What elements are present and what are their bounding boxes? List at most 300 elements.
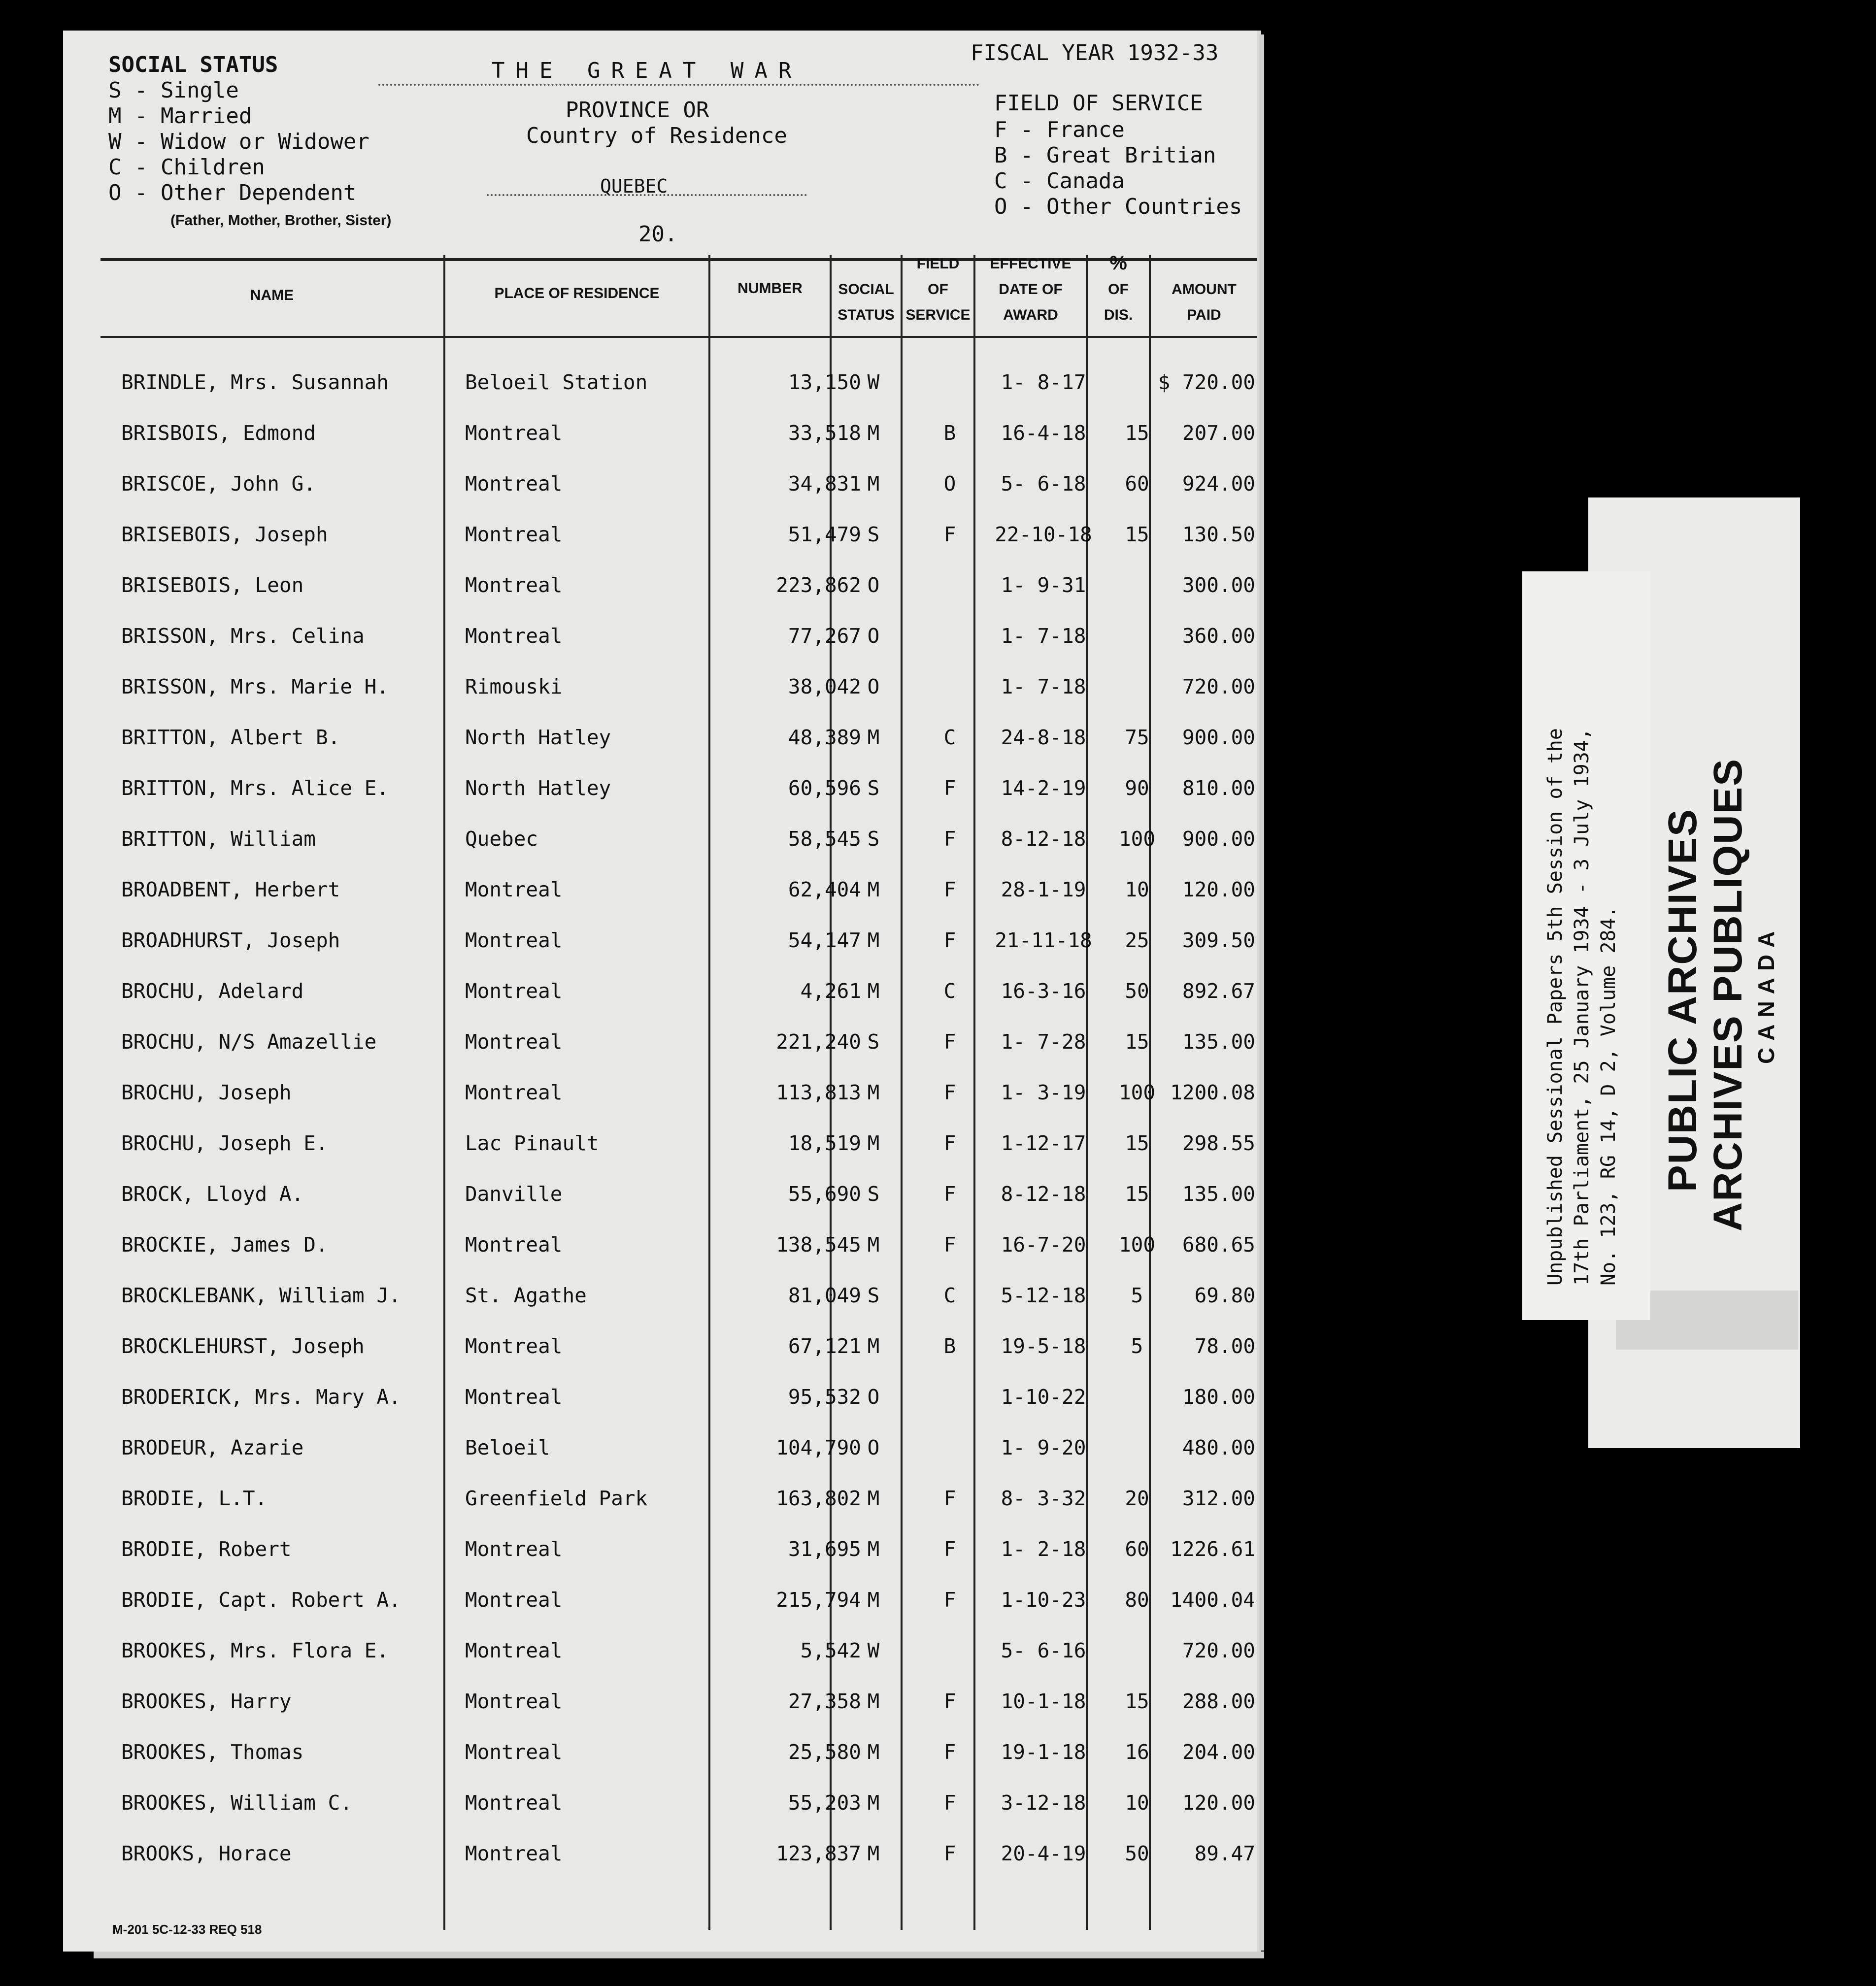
table-row: [63, 1436, 1257, 1487]
row-number: 55,690: [788, 1182, 861, 1206]
row-number: 25,580: [788, 1740, 861, 1764]
column-header-field: OF: [928, 281, 948, 298]
row-percent-disability: 15: [1125, 1030, 1149, 1054]
row-social-status: S: [867, 523, 880, 546]
row-percent-disability: 60: [1125, 1537, 1149, 1561]
row-amount-paid: 1200.08: [1170, 1081, 1255, 1104]
column-header-field: FIELD: [916, 256, 960, 272]
row-amount-paid: 309.50: [1182, 928, 1255, 952]
row-place: Montreal: [465, 1588, 563, 1612]
field-item: B - Great Britian: [994, 143, 1216, 168]
row-amount-paid: 1400.04: [1170, 1588, 1255, 1612]
row-social-status: M: [867, 472, 880, 496]
row-name: BRISEBOIS, Leon: [121, 573, 304, 597]
row-amount-paid: 680.65: [1182, 1233, 1255, 1257]
row-number: 163,802: [776, 1487, 861, 1510]
column-header-place: PLACE OF RESIDENCE: [494, 285, 660, 301]
row-number: 58,545: [788, 827, 861, 851]
row-place: Montreal: [465, 573, 563, 597]
page-number: 20.: [638, 222, 678, 247]
row-amount-paid: $ 720.00: [1158, 370, 1255, 394]
row-number: 33,518: [788, 421, 861, 445]
row-effective-date: 5-12-18: [1001, 1284, 1086, 1307]
row-place: St. Agathe: [465, 1284, 587, 1307]
row-field-of-service: F: [943, 1030, 956, 1054]
table-row: [63, 979, 1257, 1030]
row-percent-disability: 16: [1125, 1740, 1149, 1764]
dependent-note: (Father, Mother, Brother, Sister): [170, 212, 392, 229]
row-name: BROCHU, Joseph E.: [121, 1131, 328, 1155]
row-field-of-service: F: [943, 928, 956, 952]
row-name: BRODERICK, Mrs. Mary A.: [121, 1385, 401, 1409]
row-number: 13,150: [788, 370, 861, 394]
row-field-of-service: F: [943, 1182, 956, 1206]
row-effective-date: 1-10-22: [1001, 1385, 1086, 1409]
row-amount-paid: 900.00: [1182, 827, 1255, 851]
row-place: Rimouski: [465, 675, 563, 698]
row-effective-date: 10-1-18: [1001, 1689, 1086, 1713]
row-social-status: O: [867, 624, 880, 648]
row-effective-date: 14-2-19: [1001, 776, 1086, 800]
row-social-status: M: [867, 1131, 880, 1155]
row-percent-disability: 10: [1125, 1791, 1149, 1815]
row-number: 55,203: [788, 1791, 861, 1815]
row-percent-disability: 50: [1125, 979, 1149, 1003]
field-item: F - France: [994, 117, 1125, 142]
row-place: Montreal: [465, 928, 563, 952]
table-row: [63, 421, 1257, 472]
row-amount-paid: 810.00: [1182, 776, 1255, 800]
social-status-title: SOCIAL STATUS: [108, 52, 278, 77]
row-effective-date: 1- 7-28: [1001, 1030, 1086, 1054]
row-effective-date: 1- 3-19: [1001, 1081, 1086, 1104]
row-name: BROCHU, N/S Amazellie: [121, 1030, 377, 1054]
row-social-status: M: [867, 1081, 880, 1104]
row-amount-paid: 360.00: [1182, 624, 1255, 648]
row-amount-paid: 720.00: [1182, 675, 1255, 698]
table-row: [63, 1182, 1257, 1233]
row-field-of-service: F: [943, 1081, 956, 1104]
archive-citation-line: No. 123, RG 14, D 2, Volume 284.: [1597, 906, 1620, 1286]
row-number: 4,261: [800, 979, 861, 1003]
table-row: [63, 1740, 1257, 1791]
row-place: North Hatley: [465, 726, 611, 749]
row-social-status: M: [867, 1537, 880, 1561]
row-field-of-service: C: [943, 1284, 956, 1307]
archive-citation-line: Unpublished Sessional Papers 5th Session of the: [1544, 728, 1567, 1286]
social-status-item: W - Widow or Widower: [108, 129, 369, 154]
archive-stamp-country: CANADA: [1753, 924, 1779, 1064]
row-number: 223,862: [776, 573, 861, 597]
column-header-name: NAME: [250, 287, 294, 303]
row-number: 5,542: [800, 1639, 861, 1662]
row-place: Montreal: [465, 979, 563, 1003]
row-field-of-service: F: [943, 1588, 956, 1612]
row-place: Montreal: [465, 1689, 563, 1713]
row-amount-paid: 207.00: [1182, 421, 1255, 445]
row-effective-date: 19-1-18: [1001, 1740, 1086, 1764]
row-name: BRISBOIS, Edmond: [121, 421, 316, 445]
social-status-item: O - Other Dependent: [108, 180, 357, 205]
row-place: Montreal: [465, 624, 563, 648]
row-effective-date: 16-4-18: [1001, 421, 1086, 445]
row-number: 62,404: [788, 878, 861, 901]
table-row: [63, 1487, 1257, 1537]
row-amount-paid: 288.00: [1182, 1689, 1255, 1713]
row-field-of-service: F: [943, 1537, 956, 1561]
row-amount-paid: 892.67: [1182, 979, 1255, 1003]
table-row: [63, 1284, 1257, 1334]
row-field-of-service: F: [943, 1842, 956, 1865]
row-amount-paid: 204.00: [1182, 1740, 1255, 1764]
row-amount-paid: 480.00: [1182, 1436, 1255, 1459]
row-name: BROOKS, Horace: [121, 1842, 292, 1865]
row-number: 31,695: [788, 1537, 861, 1561]
row-name: BRINDLE, Mrs. Susannah: [121, 370, 389, 394]
row-social-status: W: [867, 370, 880, 394]
table-row: [63, 675, 1257, 726]
table-row: [63, 1639, 1257, 1689]
row-place: North Hatley: [465, 776, 611, 800]
row-field-of-service: F: [943, 827, 956, 851]
row-field-of-service: C: [943, 979, 956, 1003]
row-number: 27,358: [788, 1689, 861, 1713]
row-social-status: S: [867, 1182, 880, 1206]
row-amount-paid: 89.47: [1194, 1842, 1255, 1865]
row-number: 18,519: [788, 1131, 861, 1155]
social-status-item: M - Married: [108, 103, 252, 129]
column-header-date: EFFECTIVE: [990, 256, 1072, 272]
row-name: BRITTON, William: [121, 827, 316, 851]
row-place: Greenfield Park: [465, 1487, 648, 1510]
row-number: 67,121: [788, 1334, 861, 1358]
row-effective-date: 3-12-18: [1001, 1791, 1086, 1815]
row-percent-disability: 20: [1125, 1487, 1149, 1510]
table-row: [63, 472, 1257, 523]
row-field-of-service: F: [943, 523, 956, 546]
row-amount-paid: 300.00: [1182, 573, 1255, 597]
row-field-of-service: F: [943, 1131, 956, 1155]
row-effective-date: 5- 6-16: [1001, 1639, 1086, 1662]
row-number: 215,794: [776, 1588, 861, 1612]
row-amount-paid: 120.00: [1182, 1791, 1255, 1815]
row-effective-date: 8- 3-32: [1001, 1487, 1086, 1510]
row-effective-date: 24-8-18: [1001, 726, 1086, 749]
row-place: Beloeil Station: [465, 370, 648, 394]
table-row: [63, 1131, 1257, 1182]
column-header-percent: OF: [1108, 281, 1129, 298]
row-name: BROADHURST, Joseph: [121, 928, 340, 952]
table-row: [63, 928, 1257, 979]
row-number: 221,240: [776, 1030, 861, 1054]
row-field-of-service: F: [943, 1740, 956, 1764]
table-header-rule: [100, 336, 1257, 338]
row-number: 113,813: [776, 1081, 861, 1104]
row-social-status: S: [867, 827, 880, 851]
table-row: [63, 878, 1257, 928]
row-field-of-service: F: [943, 1689, 956, 1713]
table-row: [63, 1334, 1257, 1385]
table-row: [63, 573, 1257, 624]
row-amount-paid: 720.00: [1182, 1639, 1255, 1662]
column-header-date: AWARD: [1003, 307, 1058, 323]
row-place: Montreal: [465, 1081, 563, 1104]
row-place: Montreal: [465, 1030, 563, 1054]
row-percent-disability: 60: [1125, 472, 1149, 496]
row-percent-disability: 50: [1125, 1842, 1149, 1865]
row-name: BRODIE, Capt. Robert A.: [121, 1588, 401, 1612]
row-number: 104,790: [776, 1436, 861, 1459]
row-amount-paid: 78.00: [1194, 1334, 1255, 1358]
row-social-status: S: [867, 1030, 880, 1054]
row-name: BROOKES, Harry: [121, 1689, 292, 1713]
row-number: 138,545: [776, 1233, 861, 1257]
row-name: BRODIE, Robert: [121, 1537, 292, 1561]
row-place: Montreal: [465, 1639, 563, 1662]
row-effective-date: 1- 7-18: [1001, 624, 1086, 648]
archive-citation-line: 17th Parliament, 25 January 1934 - 3 July 1934,: [1571, 728, 1593, 1286]
column-header-amount: AMOUNT: [1172, 281, 1237, 298]
row-social-status: M: [867, 726, 880, 749]
row-name: BROADBENT, Herbert: [121, 878, 340, 901]
row-social-status: M: [867, 1791, 880, 1815]
row-amount-paid: 900.00: [1182, 726, 1255, 749]
row-social-status: O: [867, 1436, 880, 1459]
row-social-status: O: [867, 675, 880, 698]
row-name: BRODIE, L.T.: [121, 1487, 268, 1510]
row-place: Quebec: [465, 827, 538, 851]
document-sheet: [63, 31, 1261, 1952]
row-social-status: M: [867, 1233, 880, 1257]
row-name: BROCHU, Joseph: [121, 1081, 292, 1104]
row-name: BRODEUR, Azarie: [121, 1436, 304, 1459]
row-percent-disability: 15: [1125, 421, 1149, 445]
table-row: [63, 726, 1257, 776]
row-field-of-service: F: [943, 1487, 956, 1510]
row-field-of-service: F: [943, 1791, 956, 1815]
row-number: 123,837: [776, 1842, 861, 1865]
column-header-percent: %: [1109, 252, 1127, 274]
row-effective-date: 16-3-16: [1001, 979, 1086, 1003]
row-number: 77,267: [788, 624, 861, 648]
table-row: [63, 370, 1257, 421]
row-social-status: M: [867, 1487, 880, 1510]
row-place: Danville: [465, 1182, 563, 1206]
row-amount-paid: 298.55: [1182, 1131, 1255, 1155]
row-field-of-service: F: [943, 1233, 956, 1257]
row-name: BROCKIE, James D.: [121, 1233, 328, 1257]
row-effective-date: 1- 8-17: [1001, 370, 1086, 394]
row-field-of-service: F: [943, 878, 956, 901]
table-row: [63, 827, 1257, 878]
row-percent-disability: 15: [1125, 1689, 1149, 1713]
row-percent-disability: 75: [1125, 726, 1149, 749]
row-percent-disability: 15: [1125, 1131, 1149, 1155]
table-row: [63, 1233, 1257, 1284]
column-header-date: DATE OF: [999, 281, 1063, 298]
table-row: [63, 1385, 1257, 1436]
row-name: BROCKLEHURST, Joseph: [121, 1334, 365, 1358]
row-social-status: M: [867, 421, 880, 445]
row-social-status: W: [867, 1639, 880, 1662]
row-amount-paid: 120.00: [1182, 878, 1255, 901]
row-percent-disability: 15: [1125, 1182, 1149, 1206]
field-item: O - Other Countries: [994, 194, 1242, 219]
row-field-of-service: B: [943, 1334, 956, 1358]
row-effective-date: 28-1-19: [1001, 878, 1086, 901]
row-percent-disability: 100: [1118, 1233, 1156, 1257]
row-amount-paid: 180.00: [1182, 1385, 1255, 1409]
row-field-of-service: O: [943, 472, 956, 496]
row-effective-date: 1- 7-18: [1001, 675, 1086, 698]
row-number: 51,479: [788, 523, 861, 546]
row-social-status: M: [867, 979, 880, 1003]
table-row: [63, 1081, 1257, 1131]
column-header-field: SERVICE: [905, 307, 971, 323]
form-footer: M-201 5C-12-33 REQ 518: [112, 1922, 262, 1937]
table-row: [63, 1588, 1257, 1639]
table-row: [63, 1537, 1257, 1588]
row-percent-disability: 90: [1125, 776, 1149, 800]
row-amount-paid: 135.00: [1182, 1030, 1255, 1054]
row-effective-date: 1-10-23: [1001, 1588, 1086, 1612]
row-name: BRISEBOIS, Joseph: [121, 523, 328, 546]
row-number: 48,389: [788, 726, 861, 749]
row-name: BRITTON, Albert B.: [121, 726, 340, 749]
table-row: [63, 1842, 1257, 1892]
row-place: Montreal: [465, 1791, 563, 1815]
archive-stamp-english: PUBLIC ARCHIVES: [1660, 808, 1705, 1192]
archive-stamp-french: ARCHIVES PUBLIQUES: [1706, 758, 1750, 1231]
row-effective-date: 5- 6-18: [1001, 472, 1086, 496]
column-header-amount: PAID: [1187, 307, 1221, 323]
row-name: BROOKES, William C.: [121, 1791, 352, 1815]
row-place: Montreal: [465, 523, 563, 546]
row-amount-paid: 312.00: [1182, 1487, 1255, 1510]
row-name: BROCHU, Adelard: [121, 979, 304, 1003]
row-amount-paid: 1226.61: [1170, 1537, 1255, 1561]
row-social-status: S: [867, 776, 880, 800]
table-row: [63, 1030, 1257, 1081]
row-name: BROOKES, Mrs. Flora E.: [121, 1639, 389, 1662]
column-header-social: SOCIAL: [838, 281, 894, 298]
province-sublabel: Country of Residence: [526, 123, 787, 148]
column-header-number: NUMBER: [737, 280, 803, 297]
row-place: Montreal: [465, 472, 563, 496]
row-social-status: O: [867, 1385, 880, 1409]
row-place: Montreal: [465, 1233, 563, 1257]
row-field-of-service: B: [943, 421, 956, 445]
table-row: [63, 523, 1257, 573]
row-percent-disability: 25: [1125, 928, 1149, 952]
field-item: C - Canada: [994, 168, 1125, 194]
row-effective-date: 1-12-17: [1001, 1131, 1086, 1155]
row-effective-date: 1- 9-31: [1001, 573, 1086, 597]
row-effective-date: 22-10-18: [995, 523, 1092, 546]
table-row: [63, 1791, 1257, 1842]
column-header-percent: DIS.: [1104, 307, 1133, 323]
row-effective-date: 16-7-20: [1001, 1233, 1086, 1257]
row-social-status: M: [867, 928, 880, 952]
row-social-status: M: [867, 1842, 880, 1865]
row-effective-date: 8-12-18: [1001, 1182, 1086, 1206]
row-amount-paid: 69.80: [1194, 1284, 1255, 1307]
row-percent-disability: 10: [1125, 878, 1149, 901]
row-place: Montreal: [465, 1334, 563, 1358]
row-place: Montreal: [465, 1537, 563, 1561]
row-percent-disability: 80: [1125, 1588, 1149, 1612]
row-percent-disability: 100: [1118, 827, 1156, 851]
row-name: BRISSON, Mrs. Celina: [121, 624, 365, 648]
social-status-item: S - Single: [108, 78, 239, 103]
title-dotted-line: [378, 84, 979, 86]
row-effective-date: 1- 2-18: [1001, 1537, 1086, 1561]
row-field-of-service: F: [943, 776, 956, 800]
row-place: Montreal: [465, 878, 563, 901]
row-effective-date: 20-4-19: [1001, 1842, 1086, 1865]
row-percent-disability: 5: [1131, 1284, 1143, 1307]
row-number: 38,042: [788, 675, 861, 698]
row-social-status: M: [867, 1689, 880, 1713]
row-number: 60,596: [788, 776, 861, 800]
row-place: Montreal: [465, 421, 563, 445]
row-amount-paid: 130.50: [1182, 523, 1255, 546]
row-place: Montreal: [465, 1385, 563, 1409]
column-header-social: STATUS: [838, 307, 895, 323]
row-social-status: M: [867, 1740, 880, 1764]
war-title: THE GREAT WAR: [492, 58, 803, 83]
row-name: BROOKES, Thomas: [121, 1740, 304, 1764]
row-social-status: S: [867, 1284, 880, 1307]
row-percent-disability: 15: [1125, 523, 1149, 546]
row-amount-paid: 135.00: [1182, 1182, 1255, 1206]
province-label: PROVINCE OR: [566, 98, 709, 123]
sheet-edge: [94, 1952, 1264, 1958]
province-value: QUEBEC: [600, 175, 668, 197]
row-percent-disability: 100: [1118, 1081, 1156, 1104]
sheet-edge: [1259, 34, 1264, 1951]
row-place: Montreal: [465, 1740, 563, 1764]
table-row: [63, 1689, 1257, 1740]
row-social-status: M: [867, 1334, 880, 1358]
row-effective-date: 8-12-18: [1001, 827, 1086, 851]
row-place: Beloeil: [465, 1436, 550, 1459]
row-name: BRITTON, Mrs. Alice E.: [121, 776, 389, 800]
row-effective-date: 1- 9-20: [1001, 1436, 1086, 1459]
row-number: 34,831: [788, 472, 861, 496]
row-number: 54,147: [788, 928, 861, 952]
field-of-service-title: FIELD OF SERVICE: [994, 91, 1203, 116]
table-row: [63, 624, 1257, 675]
row-field-of-service: C: [943, 726, 956, 749]
row-social-status: M: [867, 878, 880, 901]
social-status-item: C - Children: [108, 155, 265, 180]
row-place: Montreal: [465, 1842, 563, 1865]
row-percent-disability: 5: [1131, 1334, 1143, 1358]
row-social-status: O: [867, 573, 880, 597]
row-effective-date: 21-11-18: [995, 928, 1092, 952]
row-name: BROCKLEBANK, William J.: [121, 1284, 401, 1307]
row-name: BROCK, Lloyd A.: [121, 1182, 304, 1206]
row-effective-date: 19-5-18: [1001, 1334, 1086, 1358]
row-number: 95,532: [788, 1385, 861, 1409]
row-name: BRISSON, Mrs. Marie H.: [121, 675, 389, 698]
row-social-status: M: [867, 1588, 880, 1612]
row-name: BRISCOE, John G.: [121, 472, 316, 496]
table-row: [63, 776, 1257, 827]
row-amount-paid: 924.00: [1182, 472, 1255, 496]
row-place: Lac Pinault: [465, 1131, 599, 1155]
